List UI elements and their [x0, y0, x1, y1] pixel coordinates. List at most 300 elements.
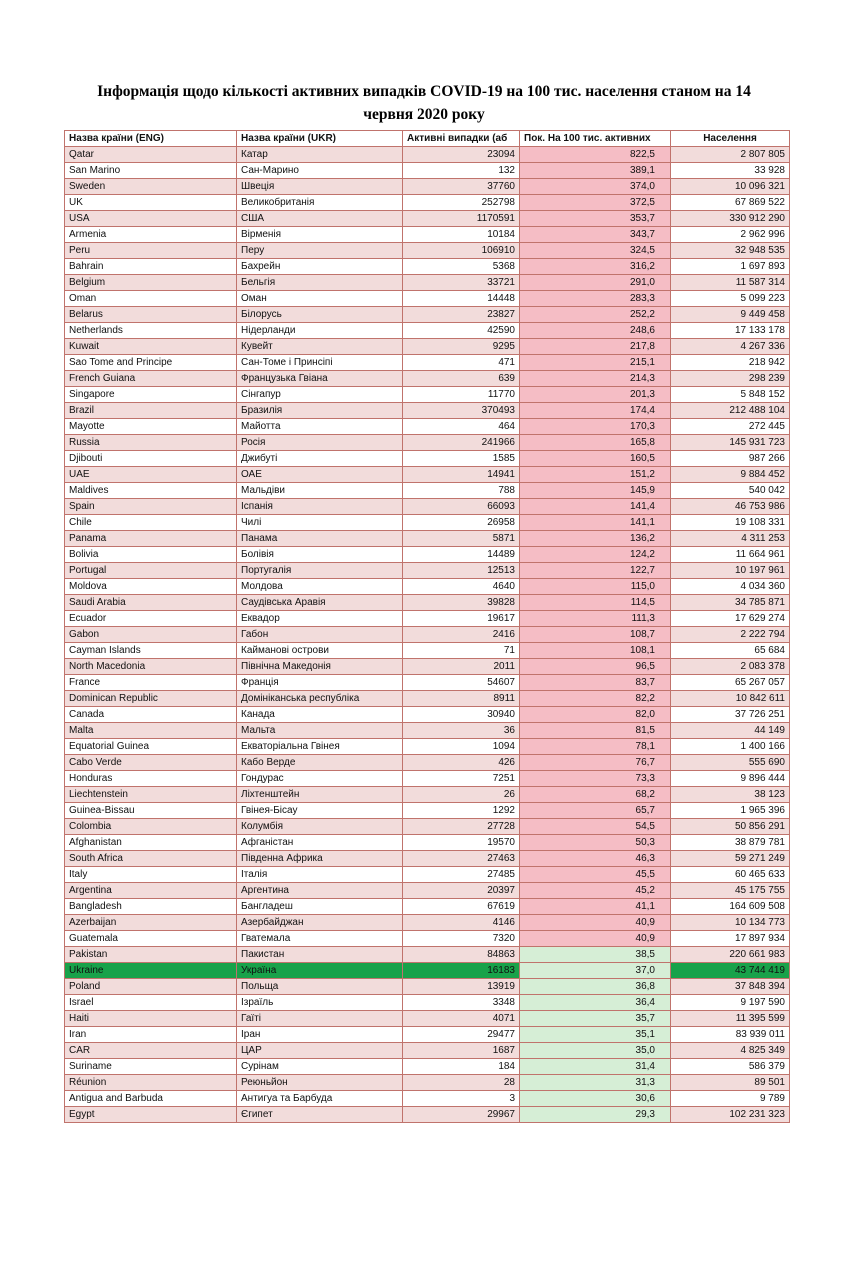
- population-cell: 1 400 166: [671, 739, 790, 755]
- country-ukr-cell: Оман: [237, 291, 403, 307]
- country-ukr-cell: Іспанія: [237, 499, 403, 515]
- active-cases-cell: 19570: [403, 835, 520, 851]
- population-cell: 17 133 178: [671, 323, 790, 339]
- rate-per-100k-cell: 291,0: [520, 275, 671, 291]
- population-cell: 164 609 508: [671, 899, 790, 915]
- active-cases-cell: 3348: [403, 995, 520, 1011]
- table-row: [65, 307, 790, 323]
- rate-per-100k-cell: 108,1: [520, 643, 671, 659]
- country-ukr-cell: Чилі: [237, 515, 403, 531]
- active-cases-cell: 1094: [403, 739, 520, 755]
- table-row: [65, 323, 790, 339]
- table-row: [65, 947, 790, 963]
- table-row: [65, 259, 790, 275]
- country-ukr-cell: Італія: [237, 867, 403, 883]
- country-eng-cell: Suriname: [65, 1059, 237, 1075]
- active-cases-cell: 5368: [403, 259, 520, 275]
- active-cases-cell: 28: [403, 1075, 520, 1091]
- population-cell: 4 311 253: [671, 531, 790, 547]
- population-cell: 2 962 996: [671, 227, 790, 243]
- table-row: [65, 659, 790, 675]
- active-cases-cell: 84863: [403, 947, 520, 963]
- table-row: [65, 387, 790, 403]
- population-cell: 212 488 104: [671, 403, 790, 419]
- population-cell: 17 629 274: [671, 611, 790, 627]
- country-ukr-cell: Пакистан: [237, 947, 403, 963]
- rate-per-100k-cell: 96,5: [520, 659, 671, 675]
- rate-per-100k-cell: 38,5: [520, 947, 671, 963]
- active-cases-cell: 13919: [403, 979, 520, 995]
- table-row: [65, 883, 790, 899]
- rate-per-100k-cell: 65,7: [520, 803, 671, 819]
- population-cell: 11 664 961: [671, 547, 790, 563]
- country-ukr-cell: Колумбія: [237, 819, 403, 835]
- rate-per-100k-cell: 151,2: [520, 467, 671, 483]
- country-eng-cell: USA: [65, 211, 237, 227]
- country-ukr-cell: Мальдіви: [237, 483, 403, 499]
- table-row: [65, 403, 790, 419]
- active-cases-cell: 241966: [403, 435, 520, 451]
- rate-per-100k-cell: 30,6: [520, 1091, 671, 1107]
- population-cell: 37 726 251: [671, 707, 790, 723]
- country-ukr-cell: Панама: [237, 531, 403, 547]
- population-cell: 83 939 011: [671, 1027, 790, 1043]
- country-ukr-cell: Габон: [237, 627, 403, 643]
- country-ukr-cell: Ліхтенштейн: [237, 787, 403, 803]
- population-cell: 220 661 983: [671, 947, 790, 963]
- rate-per-100k-cell: 111,3: [520, 611, 671, 627]
- country-ukr-cell: Сан-Марино: [237, 163, 403, 179]
- population-cell: 38 123: [671, 787, 790, 803]
- country-eng-cell: Maldives: [65, 483, 237, 499]
- active-cases-cell: 8911: [403, 691, 520, 707]
- population-cell: 102 231 323: [671, 1107, 790, 1123]
- country-ukr-cell: Португалія: [237, 563, 403, 579]
- country-ukr-cell: Гвінея-Бісау: [237, 803, 403, 819]
- country-eng-cell: Azerbaijan: [65, 915, 237, 931]
- active-cases-cell: 4146: [403, 915, 520, 931]
- rate-per-100k-cell: 141,4: [520, 499, 671, 515]
- table-row: [65, 179, 790, 195]
- table-row: [65, 451, 790, 467]
- population-cell: 9 884 452: [671, 467, 790, 483]
- country-eng-cell: Liechtenstein: [65, 787, 237, 803]
- country-eng-cell: Dominican Republic: [65, 691, 237, 707]
- active-cases-cell: 252798: [403, 195, 520, 211]
- table-row: [65, 579, 790, 595]
- population-cell: 9 789: [671, 1091, 790, 1107]
- rate-per-100k-cell: 214,3: [520, 371, 671, 387]
- table-row: [65, 803, 790, 819]
- country-ukr-cell: Сан-Томе і Принсіпі: [237, 355, 403, 371]
- rate-per-100k-cell: 83,7: [520, 675, 671, 691]
- active-cases-cell: 27463: [403, 851, 520, 867]
- population-cell: 11 587 314: [671, 275, 790, 291]
- country-eng-cell: Honduras: [65, 771, 237, 787]
- table-row: [65, 515, 790, 531]
- country-ukr-cell: Аргентина: [237, 883, 403, 899]
- population-cell: 65 684: [671, 643, 790, 659]
- table-row: [65, 995, 790, 1011]
- country-eng-cell: Moldova: [65, 579, 237, 595]
- population-cell: 4 825 349: [671, 1043, 790, 1059]
- country-ukr-cell: Нідерланди: [237, 323, 403, 339]
- active-cases-cell: 464: [403, 419, 520, 435]
- country-ukr-cell: Швеція: [237, 179, 403, 195]
- active-cases-cell: 23827: [403, 307, 520, 323]
- table-row: [65, 499, 790, 515]
- table-row: [65, 1107, 790, 1123]
- table-row: [65, 787, 790, 803]
- rate-per-100k-cell: 115,0: [520, 579, 671, 595]
- rate-per-100k-cell: 45,5: [520, 867, 671, 883]
- page-title-line2: червня 2020 року: [363, 106, 485, 123]
- active-cases-cell: 4071: [403, 1011, 520, 1027]
- population-cell: 2 222 794: [671, 627, 790, 643]
- country-ukr-cell: Азербайджан: [237, 915, 403, 931]
- country-ukr-cell: Сінгапур: [237, 387, 403, 403]
- table-row: [65, 467, 790, 483]
- population-cell: 59 271 249: [671, 851, 790, 867]
- active-cases-cell: 184: [403, 1059, 520, 1075]
- population-cell: 32 948 535: [671, 243, 790, 259]
- active-cases-cell: 5871: [403, 531, 520, 547]
- population-cell: 44 149: [671, 723, 790, 739]
- active-cases-cell: 639: [403, 371, 520, 387]
- country-ukr-cell: Екваторіальна Гвінея: [237, 739, 403, 755]
- country-ukr-cell: Ізраїль: [237, 995, 403, 1011]
- country-eng-cell: Peru: [65, 243, 237, 259]
- table-row: [65, 867, 790, 883]
- active-cases-cell: 7320: [403, 931, 520, 947]
- rate-per-100k-cell: 201,3: [520, 387, 671, 403]
- country-eng-cell: UAE: [65, 467, 237, 483]
- rate-per-100k-cell: 124,2: [520, 547, 671, 563]
- population-cell: 46 753 986: [671, 499, 790, 515]
- population-cell: 17 897 934: [671, 931, 790, 947]
- population-cell: 38 879 781: [671, 835, 790, 851]
- rate-per-100k-cell: 40,9: [520, 931, 671, 947]
- rate-per-100k-cell: 248,6: [520, 323, 671, 339]
- country-eng-cell: Canada: [65, 707, 237, 723]
- country-eng-cell: Panama: [65, 531, 237, 547]
- table-row: [65, 851, 790, 867]
- country-ukr-cell: Кайманові острови: [237, 643, 403, 659]
- active-cases-cell: 3: [403, 1091, 520, 1107]
- country-eng-cell: Pakistan: [65, 947, 237, 963]
- rate-per-100k-cell: 108,7: [520, 627, 671, 643]
- country-eng-cell: Qatar: [65, 147, 237, 163]
- table-row: [65, 707, 790, 723]
- table-row: [65, 915, 790, 931]
- active-cases-cell: 66093: [403, 499, 520, 515]
- rate-per-100k-cell: 217,8: [520, 339, 671, 355]
- active-cases-cell: 1585: [403, 451, 520, 467]
- country-ukr-cell: Україна: [237, 963, 403, 979]
- active-cases-cell: 788: [403, 483, 520, 499]
- rate-per-100k-cell: 353,7: [520, 211, 671, 227]
- rate-per-100k-cell: 78,1: [520, 739, 671, 755]
- country-ukr-cell: Французька Гвіана: [237, 371, 403, 387]
- rate-per-100k-cell: 37,0: [520, 963, 671, 979]
- country-ukr-cell: Мальта: [237, 723, 403, 739]
- table-row: [65, 547, 790, 563]
- country-ukr-cell: Кувейт: [237, 339, 403, 355]
- table-row: [65, 755, 790, 771]
- country-eng-cell: Gabon: [65, 627, 237, 643]
- header-rate-per-100k: Пок. На 100 тис. активних: [520, 131, 671, 147]
- country-ukr-cell: Молдова: [237, 579, 403, 595]
- population-cell: 50 856 291: [671, 819, 790, 835]
- active-cases-cell: 33721: [403, 275, 520, 291]
- rate-per-100k-cell: 29,3: [520, 1107, 671, 1123]
- country-eng-cell: Kuwait: [65, 339, 237, 355]
- rate-per-100k-cell: 170,3: [520, 419, 671, 435]
- population-cell: 2 083 378: [671, 659, 790, 675]
- country-ukr-cell: Катар: [237, 147, 403, 163]
- covid-cases-table: [64, 130, 790, 1123]
- table-row: [65, 339, 790, 355]
- country-eng-cell: Sweden: [65, 179, 237, 195]
- country-eng-cell: Argentina: [65, 883, 237, 899]
- country-eng-cell: North Macedonia: [65, 659, 237, 675]
- table-row: [65, 147, 790, 163]
- population-cell: 218 942: [671, 355, 790, 371]
- active-cases-cell: 29477: [403, 1027, 520, 1043]
- table-row: [65, 291, 790, 307]
- country-ukr-cell: Гаїті: [237, 1011, 403, 1027]
- table-row: [65, 739, 790, 755]
- country-eng-cell: French Guiana: [65, 371, 237, 387]
- table-row: [65, 355, 790, 371]
- country-eng-cell: CAR: [65, 1043, 237, 1059]
- rate-per-100k-cell: 165,8: [520, 435, 671, 451]
- table-row: [65, 611, 790, 627]
- active-cases-cell: 26958: [403, 515, 520, 531]
- rate-per-100k-cell: 174,4: [520, 403, 671, 419]
- population-cell: 1 697 893: [671, 259, 790, 275]
- population-cell: 65 267 057: [671, 675, 790, 691]
- rate-per-100k-cell: 82,2: [520, 691, 671, 707]
- population-cell: 19 108 331: [671, 515, 790, 531]
- active-cases-cell: 29967: [403, 1107, 520, 1123]
- country-ukr-cell: ЦАР: [237, 1043, 403, 1059]
- active-cases-cell: 71: [403, 643, 520, 659]
- country-ukr-cell: США: [237, 211, 403, 227]
- rate-per-100k-cell: 36,4: [520, 995, 671, 1011]
- rate-per-100k-cell: 145,9: [520, 483, 671, 499]
- population-cell: 2 807 805: [671, 147, 790, 163]
- active-cases-cell: 27728: [403, 819, 520, 835]
- population-cell: 10 197 961: [671, 563, 790, 579]
- country-ukr-cell: Польща: [237, 979, 403, 995]
- active-cases-cell: 26: [403, 787, 520, 803]
- table-row: [65, 243, 790, 259]
- active-cases-cell: 37760: [403, 179, 520, 195]
- rate-per-100k-cell: 81,5: [520, 723, 671, 739]
- country-eng-cell: Djibouti: [65, 451, 237, 467]
- population-cell: 5 099 223: [671, 291, 790, 307]
- active-cases-cell: 19617: [403, 611, 520, 627]
- active-cases-cell: 10184: [403, 227, 520, 243]
- population-cell: 272 445: [671, 419, 790, 435]
- rate-per-100k-cell: 316,2: [520, 259, 671, 275]
- country-ukr-cell: Бразилія: [237, 403, 403, 419]
- rate-per-100k-cell: 35,0: [520, 1043, 671, 1059]
- active-cases-cell: 2416: [403, 627, 520, 643]
- table-row: [65, 1091, 790, 1107]
- table-row: [65, 595, 790, 611]
- table-row: [65, 691, 790, 707]
- table-header-row: [65, 131, 790, 147]
- country-eng-cell: Ukraine: [65, 963, 237, 979]
- active-cases-cell: 1687: [403, 1043, 520, 1059]
- active-cases-cell: 7251: [403, 771, 520, 787]
- country-eng-cell: Poland: [65, 979, 237, 995]
- country-ukr-cell: Росія: [237, 435, 403, 451]
- country-ukr-cell: Бельгія: [237, 275, 403, 291]
- table-row: [65, 371, 790, 387]
- header-country-eng: Назва країни (ENG): [65, 131, 237, 147]
- rate-per-100k-cell: 35,7: [520, 1011, 671, 1027]
- table-row: [65, 979, 790, 995]
- rate-per-100k-cell: 73,3: [520, 771, 671, 787]
- population-cell: 10 134 773: [671, 915, 790, 931]
- table-row: [65, 275, 790, 291]
- population-cell: 298 239: [671, 371, 790, 387]
- table-row: [65, 835, 790, 851]
- rate-per-100k-cell: 54,5: [520, 819, 671, 835]
- rate-per-100k-cell: 36,8: [520, 979, 671, 995]
- rate-per-100k-cell: 40,9: [520, 915, 671, 931]
- table-row: [65, 1043, 790, 1059]
- active-cases-cell: 14489: [403, 547, 520, 563]
- active-cases-cell: 370493: [403, 403, 520, 419]
- country-eng-cell: Oman: [65, 291, 237, 307]
- active-cases-cell: 9295: [403, 339, 520, 355]
- country-eng-cell: Egypt: [65, 1107, 237, 1123]
- population-cell: 987 266: [671, 451, 790, 467]
- table-row: [65, 211, 790, 227]
- table-row: [65, 227, 790, 243]
- population-cell: 10 842 611: [671, 691, 790, 707]
- table-row: [65, 195, 790, 211]
- country-eng-cell: Malta: [65, 723, 237, 739]
- country-eng-cell: Belgium: [65, 275, 237, 291]
- active-cases-cell: 20397: [403, 883, 520, 899]
- country-eng-cell: Equatorial Guinea: [65, 739, 237, 755]
- country-ukr-cell: Єгипет: [237, 1107, 403, 1123]
- country-eng-cell: Cabo Verde: [65, 755, 237, 771]
- country-eng-cell: Cayman Islands: [65, 643, 237, 659]
- population-cell: 555 690: [671, 755, 790, 771]
- active-cases-cell: 106910: [403, 243, 520, 259]
- country-eng-cell: UK: [65, 195, 237, 211]
- rate-per-100k-cell: 31,4: [520, 1059, 671, 1075]
- population-cell: 4 034 360: [671, 579, 790, 595]
- rate-per-100k-cell: 82,0: [520, 707, 671, 723]
- country-eng-cell: Réunion: [65, 1075, 237, 1091]
- table-row: [65, 627, 790, 643]
- table-row: [65, 899, 790, 915]
- active-cases-cell: 30940: [403, 707, 520, 723]
- rate-per-100k-cell: 114,5: [520, 595, 671, 611]
- country-eng-cell: Bahrain: [65, 259, 237, 275]
- country-ukr-cell: Бангладеш: [237, 899, 403, 915]
- country-ukr-cell: Франція: [237, 675, 403, 691]
- population-cell: 4 267 336: [671, 339, 790, 355]
- country-ukr-cell: Перу: [237, 243, 403, 259]
- country-ukr-cell: Іран: [237, 1027, 403, 1043]
- country-eng-cell: Russia: [65, 435, 237, 451]
- population-cell: 34 785 871: [671, 595, 790, 611]
- table-row: [65, 1075, 790, 1091]
- country-eng-cell: Iran: [65, 1027, 237, 1043]
- population-cell: 11 395 599: [671, 1011, 790, 1027]
- rate-per-100k-cell: 45,2: [520, 883, 671, 899]
- active-cases-cell: 2011: [403, 659, 520, 675]
- country-ukr-cell: Антигуа та Барбуда: [237, 1091, 403, 1107]
- rate-per-100k-cell: 50,3: [520, 835, 671, 851]
- country-ukr-cell: Домініканська республіка: [237, 691, 403, 707]
- rate-per-100k-cell: 41,1: [520, 899, 671, 915]
- country-eng-cell: Chile: [65, 515, 237, 531]
- table-row: [65, 819, 790, 835]
- active-cases-cell: 14941: [403, 467, 520, 483]
- population-cell: 586 379: [671, 1059, 790, 1075]
- table-row: [65, 1059, 790, 1075]
- rate-per-100k-cell: 35,1: [520, 1027, 671, 1043]
- active-cases-cell: 1170591: [403, 211, 520, 227]
- table-row: [65, 483, 790, 499]
- country-eng-cell: Bolivia: [65, 547, 237, 563]
- country-eng-cell: Netherlands: [65, 323, 237, 339]
- rate-per-100k-cell: 122,7: [520, 563, 671, 579]
- rate-per-100k-cell: 389,1: [520, 163, 671, 179]
- population-cell: 145 931 723: [671, 435, 790, 451]
- country-eng-cell: Saudi Arabia: [65, 595, 237, 611]
- country-eng-cell: Brazil: [65, 403, 237, 419]
- page-title-line1: Інформація щодо кількості активних випадків COVID-19 на 100 тис. населення станом на 14: [97, 83, 751, 100]
- table-row: [65, 419, 790, 435]
- table-row: [65, 531, 790, 547]
- population-cell: 9 896 444: [671, 771, 790, 787]
- country-ukr-cell: Вірменія: [237, 227, 403, 243]
- rate-per-100k-cell: 31,3: [520, 1075, 671, 1091]
- active-cases-cell: 16183: [403, 963, 520, 979]
- population-cell: 60 465 633: [671, 867, 790, 883]
- rate-per-100k-cell: 160,5: [520, 451, 671, 467]
- country-eng-cell: Armenia: [65, 227, 237, 243]
- country-eng-cell: Israel: [65, 995, 237, 1011]
- table-row-highlighted: [65, 963, 790, 979]
- rate-per-100k-cell: 283,3: [520, 291, 671, 307]
- rate-per-100k-cell: 343,7: [520, 227, 671, 243]
- rate-per-100k-cell: 46,3: [520, 851, 671, 867]
- population-cell: 45 175 755: [671, 883, 790, 899]
- active-cases-cell: 42590: [403, 323, 520, 339]
- rate-per-100k-cell: 324,5: [520, 243, 671, 259]
- country-eng-cell: Sao Tome and Principe: [65, 355, 237, 371]
- country-eng-cell: Antigua and Barbuda: [65, 1091, 237, 1107]
- table-row: [65, 771, 790, 787]
- rate-per-100k-cell: 141,1: [520, 515, 671, 531]
- country-ukr-cell: Майотта: [237, 419, 403, 435]
- country-eng-cell: Guatemala: [65, 931, 237, 947]
- country-eng-cell: Colombia: [65, 819, 237, 835]
- active-cases-cell: 67619: [403, 899, 520, 915]
- country-eng-cell: South Africa: [65, 851, 237, 867]
